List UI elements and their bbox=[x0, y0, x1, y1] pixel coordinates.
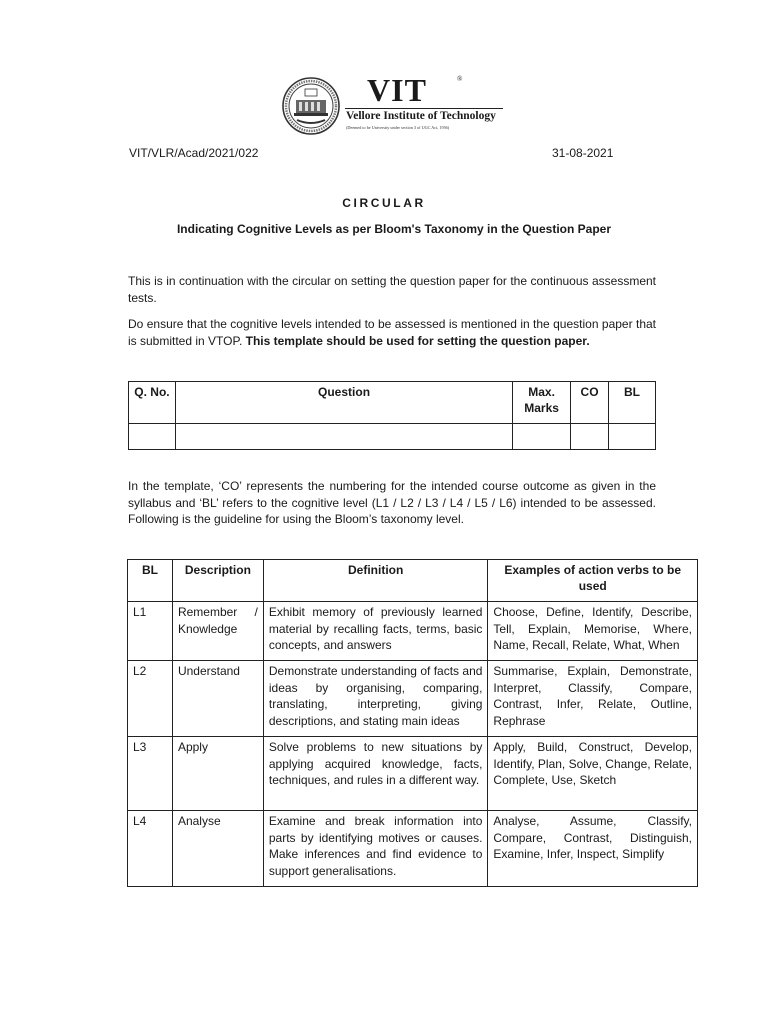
paragraph-intro: This is in continuation with the circular on setting the question paper for the continuous assessment tests. bbox=[128, 274, 656, 305]
circular-subject: Indicating Cognitive Levels as per Bloom's Taxonomy in the Question Paper bbox=[176, 222, 612, 236]
level-code: L3 bbox=[128, 737, 173, 811]
instruction-text: Do ensure that the cognitive levels intended to be assessed is mentioned in the question paper that is submitted in VTOP. bbox=[128, 317, 656, 348]
level-code: L1 bbox=[128, 602, 173, 661]
registered-mark: ® bbox=[457, 75, 463, 83]
blank-cell bbox=[175, 424, 512, 450]
level-examples: Choose, Define, Identify, Describe, Tell, Explain, Memorise, Where, Name, Recall, Relate, What, When bbox=[488, 602, 698, 661]
paragraph-explanation: In the template, ‘CO’ represents the numbering for the intended course outcome as given in the syllabus and ‘BL’ refers to the cognitive level (L1 / L2 / L3 / L4 / L5 / L6) intended to be assessed. Following is the guideline for using the Bloom’s taxonomy level. bbox=[128, 479, 656, 526]
header-definition: Definition bbox=[263, 560, 488, 602]
level-examples: Apply, Build, Construct, Develop, Identify, Plan, Solve, Change, Relate, Complete, Use, Sketch bbox=[488, 737, 698, 811]
header-description: Description bbox=[172, 560, 263, 602]
blank-cell bbox=[129, 424, 176, 450]
level-code: L4 bbox=[128, 811, 173, 887]
header-examples: Examples of action verbs to be used bbox=[488, 560, 698, 602]
level-definition: Examine and break information into parts by identifying motives or causes. Make inferences and find evidence to support generalisations. bbox=[263, 811, 488, 887]
template-blank-row bbox=[129, 424, 656, 450]
bloom-row-l4 bbox=[128, 811, 698, 887]
circular-title: CIRCULAR bbox=[342, 196, 426, 210]
level-examples: Summarise, Explain, Demonstrate, Interpret, Classify, Compare, Contrast, Infer, Relate, Outline, Rephrase bbox=[488, 661, 698, 737]
level-code: L2 bbox=[128, 661, 173, 737]
level-description: Apply bbox=[172, 737, 263, 811]
header-co: CO bbox=[571, 382, 609, 424]
vit-logo bbox=[281, 72, 511, 140]
instruction-emphasis: This template should be used for setting the question paper. bbox=[245, 333, 590, 348]
template-header-row bbox=[129, 382, 656, 424]
blank-cell bbox=[609, 424, 656, 450]
institution-subtitle: (Deemed to be University under section 3 of UGC Act, 1956) bbox=[346, 125, 450, 130]
level-definition: Solve problems to new situations by applying acquired knowledge, facts, techniques, and rules in a different way. bbox=[263, 737, 488, 811]
logo-wordmark: VIT bbox=[367, 72, 427, 108]
institution-name: Vellore Institute of Technology bbox=[346, 110, 496, 122]
header-bl: BL bbox=[609, 382, 656, 424]
level-definition: Exhibit memory of previously learned material by recalling facts, terms, basic concepts, and answers bbox=[263, 602, 488, 661]
header-q-no: Q. No. bbox=[129, 382, 176, 424]
bloom-row-l3 bbox=[128, 737, 698, 811]
blank-cell bbox=[571, 424, 609, 450]
level-description: Understand bbox=[172, 661, 263, 737]
bloom-row-l2 bbox=[128, 661, 698, 737]
question-template-table bbox=[128, 381, 656, 450]
level-description: Remember / Knowledge bbox=[172, 602, 263, 661]
header-max-marks: Max. Marks bbox=[513, 382, 571, 424]
level-definition: Demonstrate understanding of facts and ideas by organising, comparing, translating, interpreting, giving descriptions, and stating main ideas bbox=[263, 661, 488, 737]
header-bl: BL bbox=[128, 560, 173, 602]
blank-cell bbox=[513, 424, 571, 450]
bloom-header-row bbox=[128, 560, 698, 602]
paragraph-instruction bbox=[128, 316, 656, 349]
bloom-row-l1 bbox=[128, 602, 698, 661]
level-examples: Analyse, Assume, Classify, Compare, Contrast, Distinguish, Examine, Infer, Inspect, Simplify bbox=[488, 811, 698, 887]
level-description: Analyse bbox=[172, 811, 263, 887]
bloom-taxonomy-table bbox=[127, 559, 698, 887]
logo-rule bbox=[345, 108, 503, 109]
university-seal-icon bbox=[281, 76, 341, 136]
reference-number: VIT/VLR/Acad/2021/022 bbox=[129, 146, 259, 160]
header-question: Question bbox=[175, 382, 512, 424]
circular-date: 31-08-2021 bbox=[552, 146, 614, 160]
